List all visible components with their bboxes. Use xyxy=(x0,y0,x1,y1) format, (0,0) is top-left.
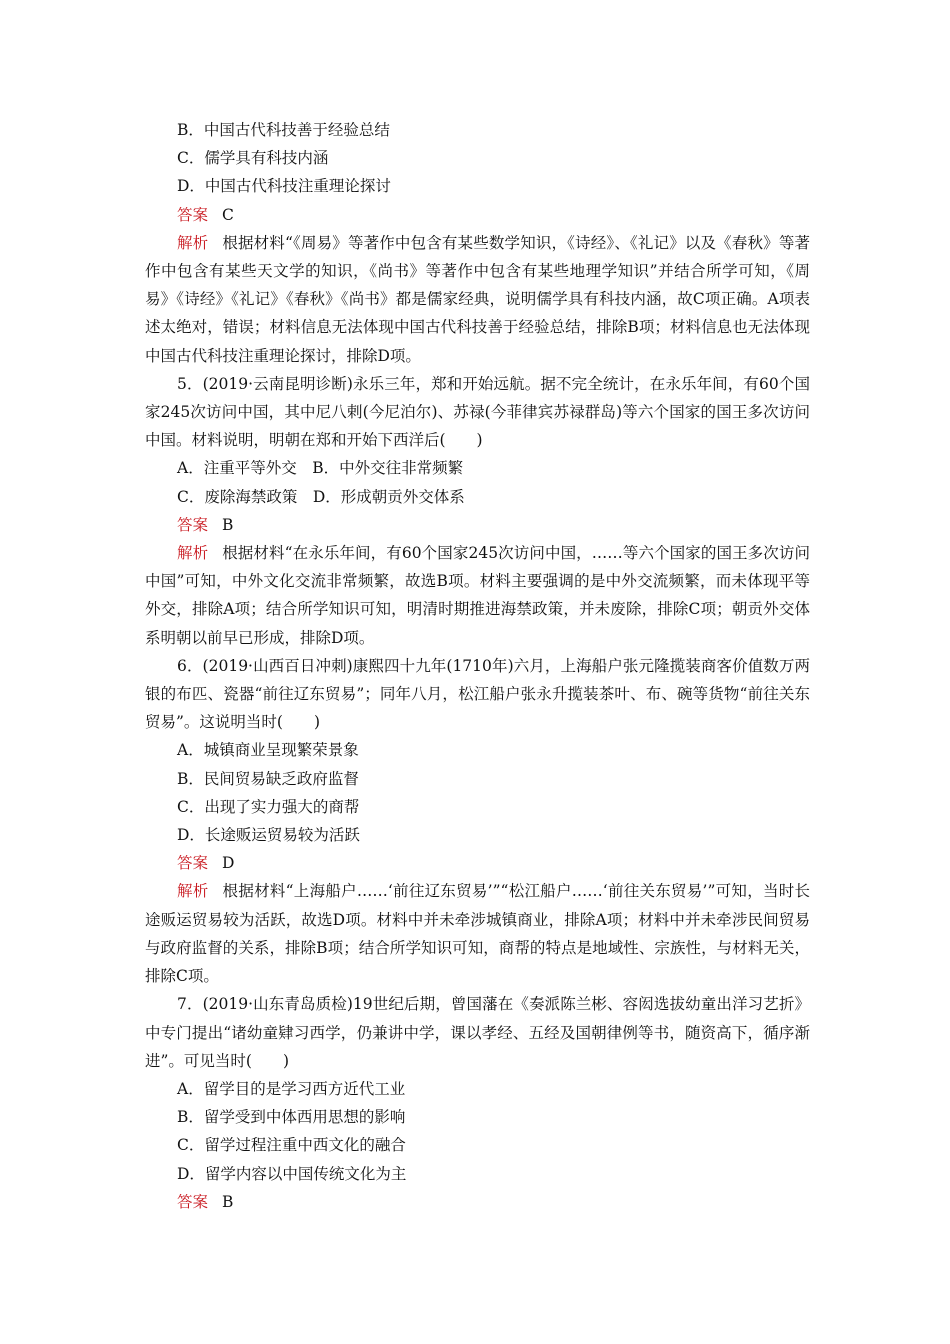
answer-label: 答案 xyxy=(177,205,209,224)
analysis-text: 根据材料“在永乐年间，有60个国家245次访问中国，……等六个国家的国王多次访问中国”可知，中外文化交流非常频繁，故选B项。材料主要强调的是中外交流频繁，而未体现平等外交，排除A项；结合所学知识可知，明清时期推进海禁政策，并未废除，排除C项；朝贡外交体系明朝以前早已形成，排除D项。 xyxy=(145,544,810,647)
analysis-label: 解析 xyxy=(177,882,209,901)
q7-option-d: D．留学内容以中国传统文化为主 xyxy=(177,1164,407,1183)
q7-answer xyxy=(145,1188,810,1216)
q4-analysis xyxy=(145,229,810,370)
q6-analysis xyxy=(145,877,810,990)
q6-option-b: B．民间贸易缺乏政府监督 xyxy=(177,769,359,788)
answer-label: 答案 xyxy=(177,1192,209,1211)
q6-stem: 6．(2019·山西百日冲刺)康熙四十九年(1710年)六月，上海船户张元隆揽装商客价值数万两银的布匹、瓷器“前往辽东贸易”；同年八月，松江船户张永升揽装茶叶、布、碗等货物“前往关东贸易”。这说明当时( ) xyxy=(145,656,810,732)
q6-option-c: C．出现了实力强大的商帮 xyxy=(177,797,360,816)
q6-option-a: A．城镇商业呈现繁荣景象 xyxy=(177,741,359,760)
answer-value: B xyxy=(222,1192,234,1211)
q7-option-a: A．留学目的是学习西方近代工业 xyxy=(177,1079,406,1098)
q7-option-b: B．留学受到中体西用思想的影响 xyxy=(177,1108,406,1127)
document-page xyxy=(145,116,810,1216)
q5-options-cd: C．废除海禁政策 D．形成朝贡外交体系 xyxy=(177,487,465,506)
q5-answer xyxy=(145,511,810,539)
analysis-label: 解析 xyxy=(177,233,209,252)
answer-value: C xyxy=(222,205,234,224)
q7-option-c: C．留学过程注重中西文化的融合 xyxy=(177,1136,406,1155)
q5-stem: 5．(2019·云南昆明诊断)永乐三年，郑和开始远航。据不完全统计，在永乐年间，有60个国家245次访问中国，其中尼八剌(今尼泊尔)、苏禄(今菲律宾苏禄群岛)等六个国家的国王多次访问中国。材料说明，明朝在郑和开始下西洋后( ) xyxy=(145,374,810,450)
q6-option-d: D．长途贩运贸易较为活跃 xyxy=(177,826,360,845)
q4-option-c: C．儒学具有科技内涵 xyxy=(177,149,329,168)
q6-answer xyxy=(145,849,810,877)
analysis-label: 解析 xyxy=(177,544,209,563)
analysis-text: 根据材料“上海船户……‘前往辽东贸易’”“松江船户……‘前往关东贸易’”可知，当时长途贩运贸易较为活跃，故选D项。材料中并未牵涉城镇商业，排除A项；材料中并未牵涉民间贸易与政府监督的关系，排除B项；结合所学知识可知，商帮的特点是地域性、宗族性，与材料无关，排除C项。 xyxy=(145,882,810,986)
q5-analysis xyxy=(145,539,810,652)
q4-answer xyxy=(145,201,810,229)
q7-stem: 7．(2019·山东青岛质检)19世纪后期，曾国藩在《奏派陈兰彬、容闳选拔幼童出洋习艺折》中专门提出“诸幼童肄习西学，仍兼讲中学，课以孝经、五经及国朝律例等书，随资高下，循序渐进”。可见当时( ) xyxy=(145,995,810,1070)
answer-label: 答案 xyxy=(177,515,209,534)
answer-value: D xyxy=(222,854,235,873)
q4-option-b: B．中国古代科技善于经验总结 xyxy=(177,121,390,139)
q5-options-ab: A．注重平等外交 B．中外交往非常频繁 xyxy=(177,459,464,478)
answer-label: 答案 xyxy=(177,854,209,873)
q4-option-d: D．中国古代科技注重理论探讨 xyxy=(177,177,391,196)
analysis-text: 根据材料“《周易》等著作中包含有某些数学知识，《诗经》、《礼记》以及《春秋》等著作中包含有某些天文学的知识，《尚书》等著作中包含有某些地理学知识”并结合所学可知，《周易》《诗经》《礼记》《春秋》《尚书》都是儒家经典，说明儒学具有科技内涵，故C项正确。A项表述太绝对，错误；材料信息无法体现中国古代科技善于经验总结，排除B项；材料信息也无法体现中国古代科技注重理论探讨，排除D项。 xyxy=(145,233,810,365)
answer-value: B xyxy=(222,515,234,534)
